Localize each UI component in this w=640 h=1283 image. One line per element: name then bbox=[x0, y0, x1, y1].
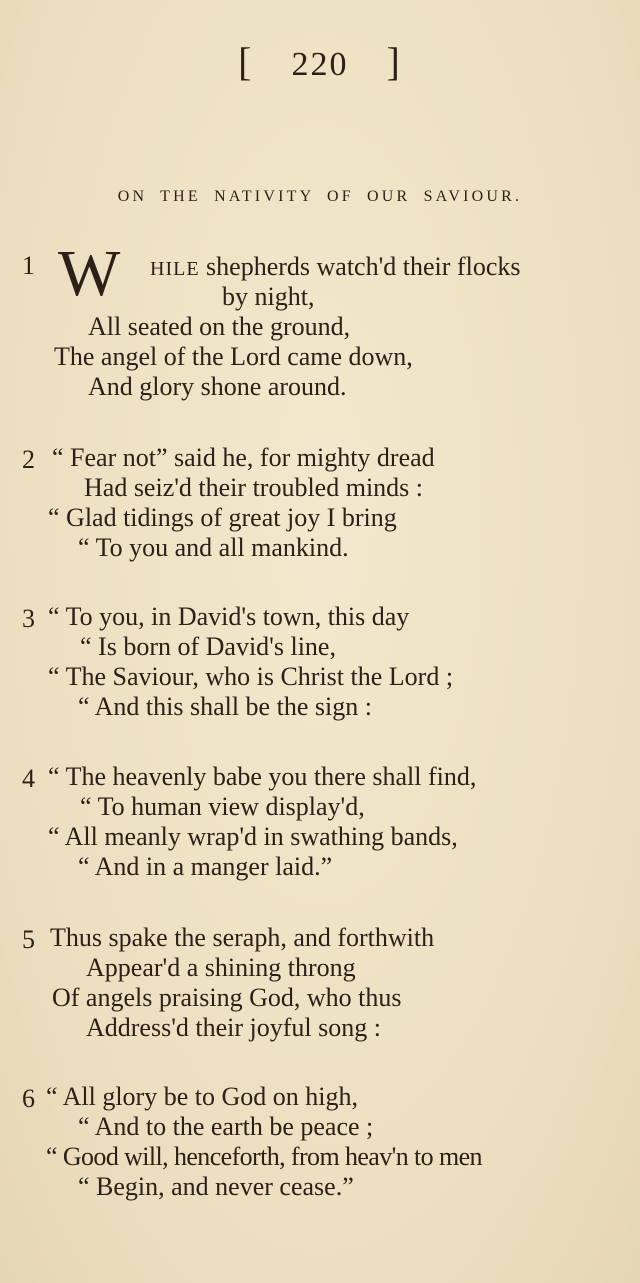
page-number-header bbox=[0, 38, 640, 85]
verse-line: And glory shone around. bbox=[88, 372, 347, 401]
poem-title: ON THE NATIVITY OF OUR SAVIOUR. bbox=[117, 188, 523, 205]
verse-line: The angel of the Lord came down, bbox=[54, 342, 413, 371]
stanza-number: 1 bbox=[22, 251, 35, 280]
verse-line: “ To you, in David's town, this day bbox=[48, 602, 410, 631]
drop-cap: W bbox=[58, 237, 117, 310]
verse-line: “ And to the earth be peace ; bbox=[78, 1112, 374, 1141]
verse-line: Thus spake the seraph, and forthwith bbox=[50, 923, 435, 952]
bracket-close: ] bbox=[386, 39, 402, 84]
verse-line: “ Fear not” said he, for mighty dread bbox=[52, 443, 435, 472]
verse-line: “ And in a manger laid.” bbox=[78, 852, 333, 881]
verse-line: “ To you and all mankind. bbox=[78, 533, 349, 562]
verse-line: “ All meanly wrap'd in swathing bands, bbox=[48, 822, 458, 851]
verse-line: All seated on the ground, bbox=[88, 312, 351, 341]
verse-line: Had seiz'd their troubled minds : bbox=[84, 473, 424, 502]
first-word-smallcaps: HILE bbox=[150, 258, 200, 280]
verse-line: Appear'd a shining throng bbox=[86, 953, 356, 982]
verse-line: “ The heavenly babe you there shall find, bbox=[48, 762, 477, 791]
verse-line: “ Begin, and never cease.” bbox=[78, 1172, 354, 1201]
verse-line bbox=[150, 251, 520, 285]
verse-line: “ Glad tidings of great joy I bring bbox=[48, 503, 397, 532]
verse-line: “ Good will, henceforth, from heav'n to men bbox=[46, 1142, 482, 1171]
stanza-number: 2 bbox=[22, 445, 35, 474]
verse-line: “ Is born of David's line, bbox=[80, 632, 336, 661]
stanza-number: 4 bbox=[22, 764, 35, 793]
verse-line: Of angels praising God, who thus bbox=[52, 983, 402, 1012]
verse-line: “ All glory be to God on high, bbox=[46, 1082, 358, 1111]
verse-line-text: shepherds watch'd their flocks bbox=[199, 252, 521, 281]
stanza-number: 5 bbox=[22, 925, 35, 954]
verse-line: “ And this shall be the sign : bbox=[78, 692, 372, 721]
stanza-number: 6 bbox=[22, 1084, 35, 1113]
verse-line: Address'd their joyful song : bbox=[86, 1013, 381, 1042]
bracket-open: [ bbox=[238, 39, 254, 84]
page-number: 220 bbox=[291, 46, 349, 83]
verse-line: “ The Saviour, who is Christ the Lord ; bbox=[48, 662, 454, 691]
verse-line: “ To human view display'd, bbox=[80, 792, 365, 821]
verse-line: by night, bbox=[222, 282, 315, 311]
stanza-number: 3 bbox=[22, 604, 35, 633]
